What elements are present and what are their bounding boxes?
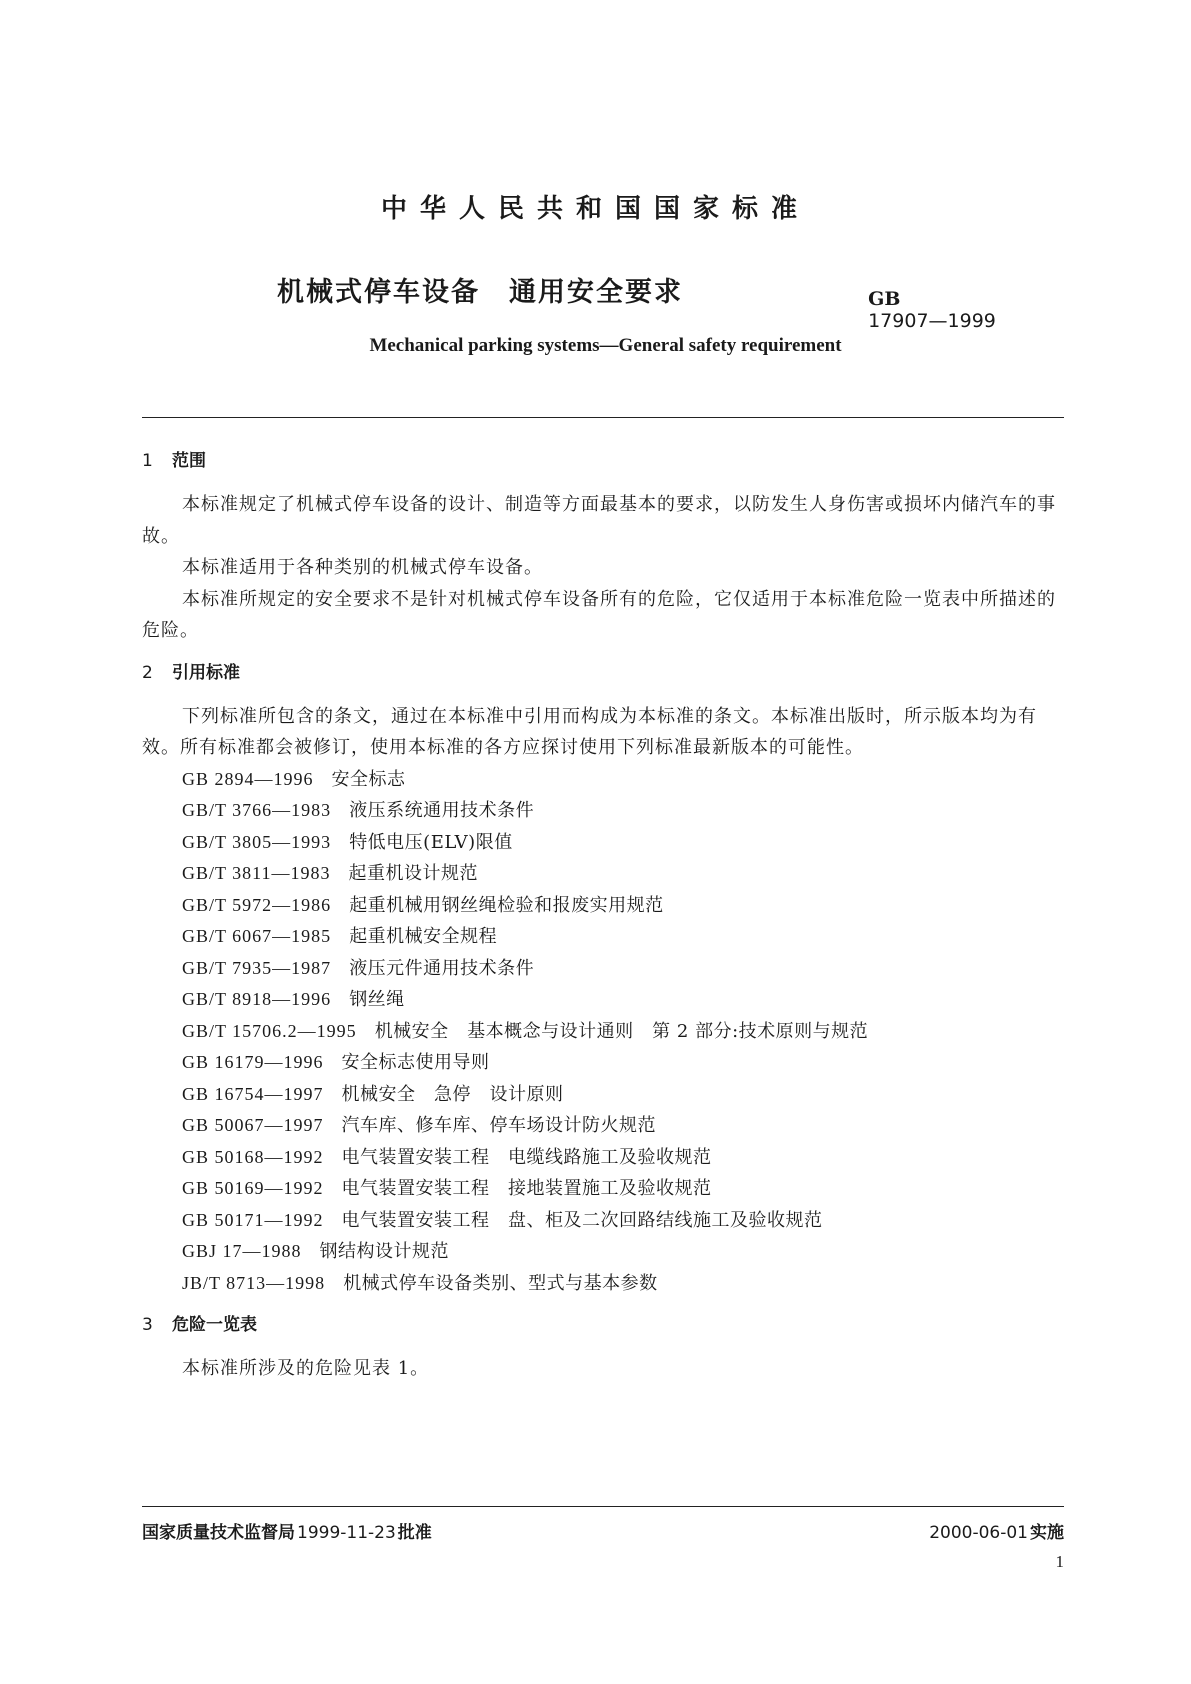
reference-name: 特低电压(ELV)限值: [349, 831, 513, 853]
reference-code: GB 50168—1992: [182, 1146, 324, 1167]
reference-name: 起重机械安全规程: [349, 926, 498, 947]
reference-name: 液压元件通用技术条件: [349, 957, 535, 979]
section-title: 危险一览表: [172, 1315, 257, 1335]
issuer: 国家质量技术监督局: [142, 1523, 295, 1543]
paragraph: 本标准规定了机械式停车设备的设计、制造等方面最基本的要求，以防发生人身伤害或损坏内储汽车的事故。: [142, 494, 1056, 547]
reference-code: GB/T 3811—1983: [182, 863, 331, 883]
paragraph: 本标准所规定的安全要求不是针对机械式停车设备所有的危险，它仅适用于本标准危险一览表中所描述的危险。: [142, 588, 1056, 641]
reference-item: [142, 1079, 1064, 1111]
document-title-cn: 机械式停车设备 通用安全要求: [277, 277, 683, 308]
reference-code: GB/T 3766—1983: [182, 800, 332, 820]
reference-name: 机械安全 基本概念与设计通则 第 2 部分:技术原则与规范: [374, 1020, 869, 1042]
section-heading: [142, 659, 1064, 687]
reference-item: [142, 827, 1064, 859]
section-title: 引用标准: [172, 662, 240, 683]
reference-name: 汽车库、修车库、停车场设计防火规范: [341, 1115, 657, 1136]
section-number: 3: [142, 1315, 153, 1335]
reference-code: JB/T 8713—1998: [182, 1272, 326, 1293]
issue-word: 批准: [397, 1523, 432, 1543]
reference-name: 机械式停车设备类别、型式与基本参数: [343, 1272, 658, 1294]
reference-code: GB/T 6067—1985: [182, 926, 332, 946]
reference-code: GB 50171—1992: [182, 1209, 324, 1230]
reference-code: GB/T 8918—1996: [182, 989, 332, 1009]
reference-code: GB 50067—1997: [182, 1115, 324, 1135]
reference-item: [142, 1173, 1064, 1205]
reference-item: [142, 1110, 1064, 1142]
reference-item: [142, 1205, 1064, 1237]
national-standard-heading: 中华人民共和国国家标准: [380, 194, 810, 224]
paragraph: 下列标准所包含的条文，通过在本标准中引用而构成为本标准的条文。本标准出版时，所示版本均为有效。所有标准都会被修订，使用本标准的各方应探讨使用下列标准最新版本的可能性。: [142, 705, 1037, 758]
reference-item: [142, 953, 1064, 985]
footer-divider: [142, 1506, 1064, 1507]
reference-name: 电气装置安装工程 电缆线路施工及验收规范: [341, 1146, 712, 1168]
reference-item: [142, 1268, 1064, 1300]
reference-code: GB/T 7935—1987: [182, 957, 332, 978]
reference-item: [142, 1047, 1064, 1079]
reference-name: 安全标志使用导则: [341, 1052, 490, 1073]
standard-code-number: 17907—1999: [868, 310, 996, 332]
document-body: [142, 447, 1064, 1385]
section-heading: [142, 1311, 1064, 1339]
reference-name: 安全标志: [331, 768, 406, 790]
reference-code: GB 2894—1996: [182, 768, 314, 789]
issue-info: [142, 1518, 432, 1543]
reference-item: [142, 1016, 1064, 1048]
reference-name: 电气装置安装工程 盘、柜及二次回路结线施工及验收规范: [341, 1209, 823, 1231]
reference-name: 钢结构设计规范: [319, 1241, 450, 1262]
reference-item: [142, 1236, 1064, 1268]
reference-code: GBJ 17—1988: [182, 1241, 302, 1261]
section-number: 2: [142, 662, 153, 683]
section-number: 1: [142, 451, 153, 471]
effective-date: 2000-06-01: [929, 1523, 1028, 1543]
paragraph: 本标准适用于各种类别的机械式停车设备。: [182, 557, 543, 578]
reference-item: [142, 795, 1064, 827]
reference-name: 液压系统通用技术条件: [349, 800, 535, 821]
reference-code: GB/T 15706.2—1995: [182, 1020, 357, 1041]
reference-name: 钢丝绳: [349, 989, 405, 1010]
reference-code: GB 50169—1992: [182, 1178, 324, 1198]
reference-name: 电气装置安装工程 接地装置施工及验收规范: [341, 1178, 712, 1199]
header-divider: [142, 417, 1064, 418]
reference-item: [142, 921, 1064, 953]
section-heading: [142, 447, 1064, 475]
reference-code: GB/T 3805—1993: [182, 831, 332, 852]
effective-info: [929, 1518, 1064, 1543]
reference-code: GB 16179—1996: [182, 1052, 324, 1072]
issue-date: 1999-11-23: [297, 1523, 396, 1543]
standard-code-prefix: GB: [868, 288, 901, 310]
document-title-en: Mechanical parking systems—General safety requirement: [369, 335, 842, 356]
standard-code: [856, 266, 996, 332]
reference-item: [142, 1142, 1064, 1174]
effective-word: 实施: [1030, 1523, 1064, 1543]
reference-item: [142, 858, 1064, 890]
reference-list: [142, 764, 1064, 1300]
reference-name: 起重机设计规范: [348, 863, 479, 884]
reference-name: 机械安全 急停 设计原则: [341, 1083, 564, 1105]
reference-name: 起重机械用钢丝绳检验和报废实用规范: [349, 894, 664, 916]
reference-code: GB/T 5972—1986: [182, 894, 332, 915]
reference-item: [142, 890, 1064, 922]
paragraph: 本标准所涉及的危险见表 1。: [182, 1358, 430, 1379]
reference-item: [142, 984, 1064, 1016]
reference-item: [142, 764, 1064, 796]
section-title: 范围: [172, 451, 206, 471]
page-number: 1: [1055, 1552, 1064, 1571]
reference-code: GB 16754—1997: [182, 1083, 324, 1104]
